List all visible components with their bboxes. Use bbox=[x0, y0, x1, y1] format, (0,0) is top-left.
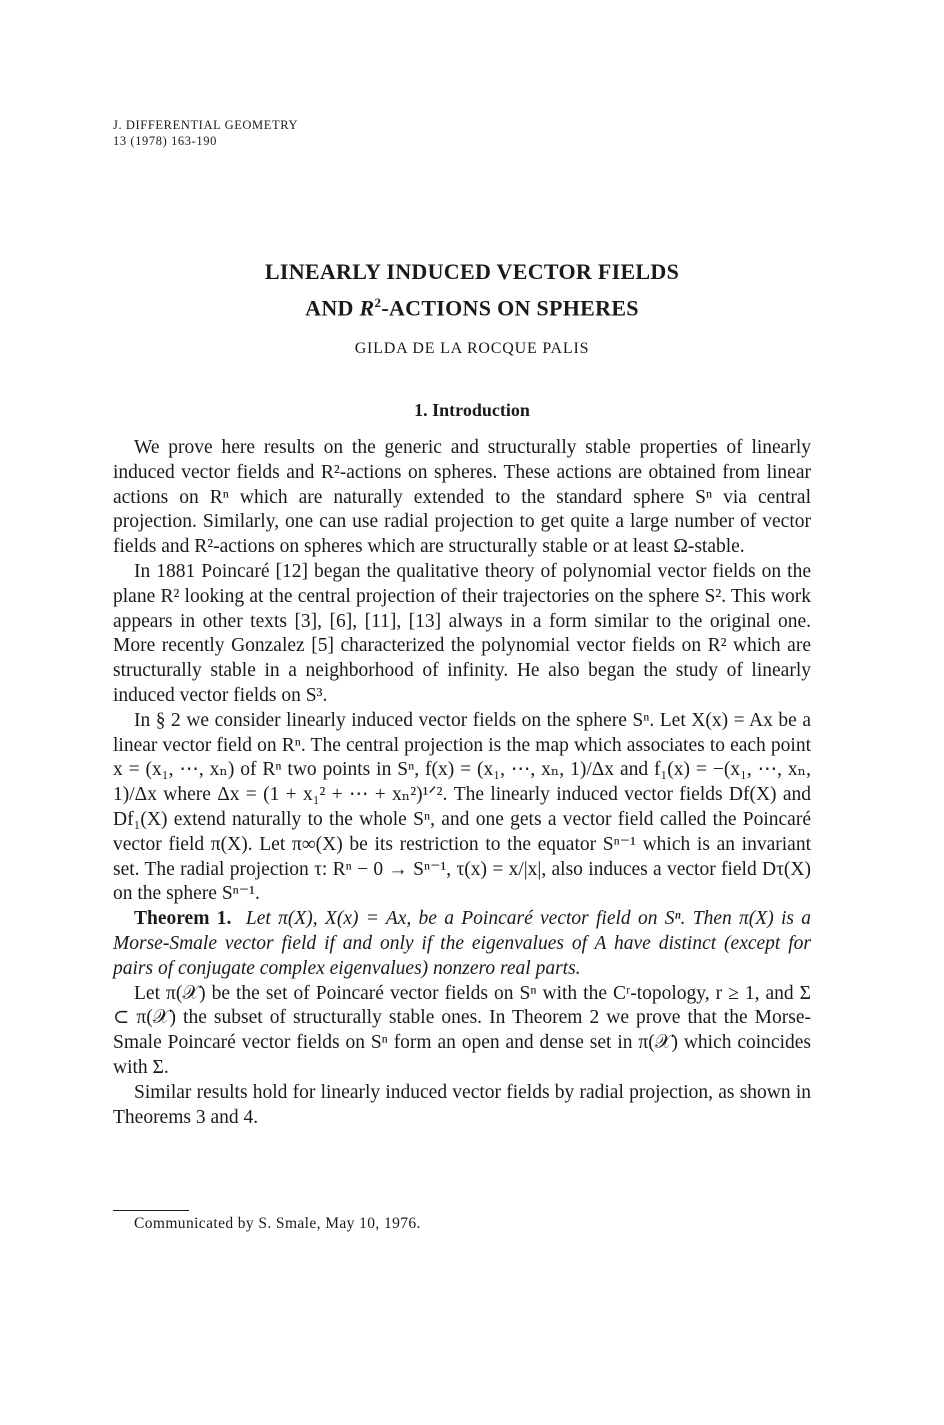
title-line-1: LINEARLY INDUCED VECTOR FIELDS bbox=[264, 259, 680, 284]
body-text bbox=[113, 436, 811, 1130]
journal-volume: 13 (1978) 163-190 bbox=[113, 134, 217, 148]
paragraph-2: In 1881 Poincaré [12] began the qualitative theory of polynomial vector fields on the plane R² looking at the central projection of their trajectories on the sphere S². This work appears in other texts [3], [6], [11], [13] always in a form similar to the original one. More recently Gonzalez [5] characterized the polynomial vector fields on R² which are structurally stable in a neighborhood of infinity. He also began the study of linearly induced vector fields on S³. bbox=[113, 560, 811, 706]
title-symbol: R bbox=[359, 295, 375, 321]
footnote-rule bbox=[113, 1210, 189, 1211]
title-superscript: 2 bbox=[374, 295, 382, 310]
theorem-statement: Let π(X), X(x) = Ax, be a Poincaré vector field on Sⁿ. Then π(X) is a Morse-Smale vector field if and only if the eigenvalues of A have distinct (except for pairs of conjugate complex eigenvalues) nonzero real parts. bbox=[113, 908, 812, 979]
author-name: GILDA DE LA ROCQUE PALIS bbox=[354, 340, 590, 357]
section-heading: 1. Introduction bbox=[414, 400, 530, 420]
footnote: Communicated by S. Smale, May 10, 1976. bbox=[134, 1215, 421, 1232]
theorem-label: Theorem 1. bbox=[134, 908, 232, 930]
paragraph-4: Let π(𝒳) be the set of Poincaré vector fields on Sⁿ with the Cʳ-topology, r ≥ 1, and Σ ⊂ π(𝒳) the subset of structurally stable ones. In Theorem 2 we prove that the Morse-Smale Poincaré vector fields on Sⁿ form an open and dense set in π(𝒳) which coincides with Σ. bbox=[113, 982, 811, 1078]
journal-name: J. DIFFERENTIAL GEOMETRY bbox=[113, 118, 299, 132]
theorem-1 bbox=[113, 907, 811, 981]
paragraph-5: Similar results hold for linearly induced vector fields by radial projection, as shown in Theorems 3 and 4. bbox=[113, 1081, 811, 1128]
paragraph-3: In § 2 we consider linearly induced vector fields on the sphere Sⁿ. Let X(x) = Ax be a linear vector field on Rⁿ. The central projection is the map which associates to each point x = (x₁, ⋯, xₙ) of Rⁿ two points in Sⁿ, f(x) = (x₁, ⋯, xₙ, 1)/Δx and f₁(x) = −(x₁, ⋯, xₙ, 1)/Δx where Δx = (1 + x₁² + ⋯ + xₙ²)¹ᐟ². The linearly induced vector fields Df(X) and Df₁(X) extend naturally to the whole Sⁿ, and one gets a vector field called the Poincaré vector field π(X). Let π∞(X) be its restriction to the equator Sⁿ⁻¹ which is an invariant set. The radial projection τ: Rⁿ − 0 → Sⁿ⁻¹, τ(x) = x/|x|, also induces a vector field Dτ(X) on the sphere Sⁿ⁻¹. bbox=[113, 709, 811, 905]
title-line-2: AND $R^2$-ACTIONS ON SPHERES bbox=[305, 295, 639, 321]
paper-title bbox=[0, 256, 944, 323]
journal-header bbox=[113, 117, 298, 149]
paragraph-1: We prove here results on the generic and structurally stable properties of linearly induced vector fields and R²-actions on spheres. These actions are obtained from linear actions on Rⁿ which are naturally extended to the standard sphere Sⁿ via central projection. Similarly, one can use radial projection to get quite a large number of vector fields and R²-actions on spheres which are structurally stable or at least Ω-stable. bbox=[113, 437, 811, 558]
